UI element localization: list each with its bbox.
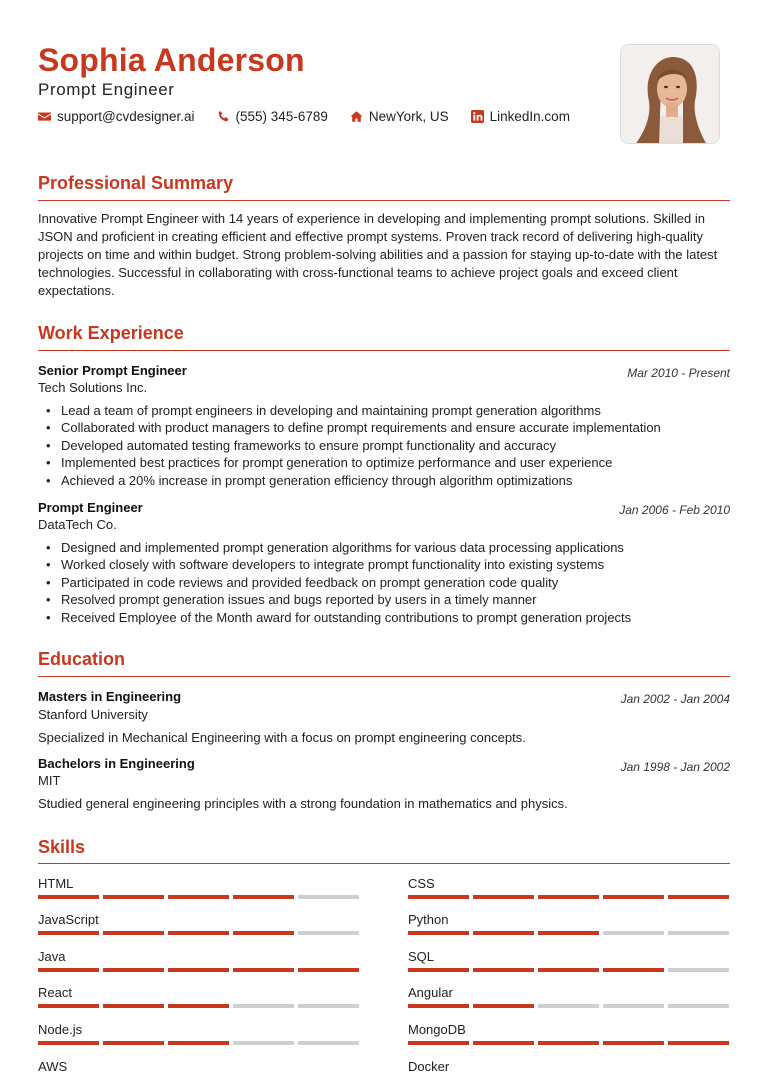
skill-segment-filled — [408, 895, 469, 899]
skill-segment-filled — [473, 1041, 534, 1045]
school-name: Stanford University — [38, 707, 148, 722]
degree-dates: Jan 1998 - Jan 2002 — [620, 760, 730, 774]
job-title: Prompt Engineer — [38, 500, 143, 515]
skill-segment-empty — [668, 968, 729, 972]
skill-segment-empty — [233, 1041, 294, 1045]
skill-level-bar — [38, 895, 359, 899]
experience-divider — [38, 350, 730, 351]
skill-segment-filled — [103, 968, 164, 972]
skill-segment-filled — [408, 1041, 469, 1045]
skill-segment-empty — [298, 1041, 359, 1045]
skill-level-bar — [38, 968, 359, 972]
skill-item — [408, 1060, 729, 1078]
skill-segment-filled — [168, 1041, 229, 1045]
skill-segment-filled — [473, 895, 534, 899]
skills-heading: Skills — [38, 837, 86, 857]
skill-level-bar — [408, 968, 729, 972]
skill-segment-empty — [668, 1004, 729, 1008]
skill-item — [408, 950, 729, 972]
contact-linkedin[interactable] — [471, 109, 570, 124]
skill-segment-filled — [473, 968, 534, 972]
skill-name: React — [38, 985, 72, 1000]
skill-name: Docker — [408, 1059, 450, 1074]
list-item: • Resolved prompt generation issues and bugs reported by users in a timely manner — [44, 591, 724, 608]
skill-level-bar — [408, 1004, 729, 1008]
skill-segment-filled — [233, 931, 294, 935]
linkedin-text: LinkedIn.com — [489, 109, 570, 124]
skill-item — [38, 913, 359, 935]
skill-level-bar — [408, 931, 729, 935]
list-item: • Lead a team of prompt engineers in developing and maintaining prompt generation algorithms — [44, 402, 724, 419]
contact-phone[interactable] — [217, 109, 328, 124]
skill-segment-empty — [298, 1004, 359, 1008]
skill-item — [38, 1023, 359, 1045]
candidate-name: Sophia Anderson — [38, 42, 305, 78]
email-text: support@cvdesigner.ai — [57, 109, 195, 124]
skill-level-bar — [38, 1041, 359, 1045]
skill-item — [408, 877, 729, 899]
contact-location — [350, 109, 449, 124]
skill-segment-empty — [668, 931, 729, 935]
skill-segment-filled — [168, 931, 229, 935]
skill-item — [38, 986, 359, 1008]
skill-name: Angular — [408, 985, 453, 1000]
skill-name: CSS — [408, 876, 435, 891]
home-icon — [350, 110, 363, 123]
list-item: • Developed automated testing frameworks to ensure prompt functionality and accuracy — [44, 437, 724, 454]
skill-segment-filled — [168, 1004, 229, 1008]
skill-segment-filled — [38, 931, 99, 935]
skill-item — [38, 1060, 359, 1078]
education-heading: Education — [38, 649, 126, 669]
skill-name: Node.js — [38, 1022, 83, 1037]
skill-segment-filled — [38, 1041, 99, 1045]
job-company: Tech Solutions Inc. — [38, 380, 148, 395]
linkedin-icon — [471, 110, 484, 123]
skill-segment-filled — [103, 1041, 164, 1045]
envelope-icon — [38, 110, 51, 123]
profile-photo — [620, 44, 720, 144]
skill-segment-filled — [38, 1004, 99, 1008]
skill-segment-filled — [103, 931, 164, 935]
summary-text: Innovative Prompt Engineer with 14 years of experience in developing and implementing prompt solutions. Skilled in JSON and proficient in creating efficient and effective prompt systems. Proven track record of delivering high-quality projects on time and within budget. Strong problem-solving abilities and a passion for staying up-to-date with the latest technologies. Successful in collaborating with cross-functional teams to achieve project goals and exceed client expectations. — [38, 211, 718, 298]
degree-description: Studied general engineering principles with a strong foundation in mathematics and physics. — [38, 796, 568, 811]
skill-item — [408, 1023, 729, 1045]
list-item: • Worked closely with software developers to integrate prompt functionality into existing systems — [44, 556, 724, 573]
skill-name: SQL — [408, 949, 435, 964]
skill-segment-filled — [298, 968, 359, 972]
list-item: • Collaborated with product managers to define prompt requirements and ensure accurate implementation — [44, 419, 724, 436]
contact-email[interactable] — [38, 109, 195, 124]
list-item: • Implemented best practices for prompt generation to optimize performance and user experience — [44, 454, 724, 471]
degree-description: Specialized in Mechanical Engineering with a focus on prompt engineering concepts. — [38, 730, 526, 745]
phone-text: (555) 345-6789 — [235, 109, 328, 124]
skill-level-bar — [38, 1004, 359, 1008]
summary-heading: Professional Summary — [38, 173, 234, 193]
skill-segment-filled — [233, 968, 294, 972]
skill-segment-filled — [168, 895, 229, 899]
skill-segment-empty — [538, 1004, 599, 1008]
skill-segment-empty — [298, 895, 359, 899]
location-text: NewYork, US — [368, 109, 449, 124]
skill-item — [38, 950, 359, 972]
job-title: Senior Prompt Engineer — [38, 363, 187, 378]
summary-divider — [38, 200, 730, 201]
skill-segment-filled — [538, 1041, 599, 1045]
contact-row — [38, 109, 570, 124]
skill-segment-filled — [103, 895, 164, 899]
skill-name: MongoDB — [408, 1022, 466, 1037]
job-dates: Jan 2006 - Feb 2010 — [619, 503, 730, 517]
skill-level-bar — [408, 895, 729, 899]
skill-segment-filled — [668, 895, 729, 899]
experience-heading: Work Experience — [38, 323, 184, 343]
skill-segment-filled — [538, 968, 599, 972]
skill-name: Java — [38, 949, 66, 964]
skill-segment-filled — [38, 895, 99, 899]
skill-segment-filled — [408, 1004, 469, 1008]
degree-dates: Jan 2002 - Jan 2004 — [620, 692, 730, 706]
skill-segment-empty — [603, 1004, 664, 1008]
skill-segment-filled — [233, 895, 294, 899]
skill-level-bar — [38, 931, 359, 935]
skill-segment-filled — [603, 1041, 664, 1045]
skill-segment-filled — [473, 931, 534, 935]
phone-icon — [217, 110, 230, 123]
list-item: • Designed and implemented prompt generation algorithms for various data processing applications — [44, 539, 724, 556]
degree-title: Masters in Engineering — [38, 689, 182, 704]
list-item: • Received Employee of the Month award for outstanding contributions to prompt generation projects — [44, 609, 724, 626]
skill-segment-filled — [603, 968, 664, 972]
degree-title: Bachelors in Engineering — [38, 756, 195, 771]
skill-segment-empty — [233, 1004, 294, 1008]
skills-divider — [38, 863, 730, 864]
list-item: • Participated in code reviews and provided feedback on prompt generation code quality — [44, 574, 724, 591]
job-company: DataTech Co. — [38, 517, 117, 532]
skill-name: AWS — [38, 1059, 68, 1074]
job-dates: Mar 2010 - Present — [627, 366, 730, 380]
skill-segment-filled — [538, 895, 599, 899]
skill-level-bar — [408, 1041, 729, 1045]
skill-segment-filled — [103, 1004, 164, 1008]
candidate-role: Prompt Engineer — [38, 80, 175, 99]
skill-segment-filled — [408, 931, 469, 935]
skill-segment-filled — [473, 1004, 534, 1008]
skill-name: Python — [408, 912, 449, 927]
skill-segment-filled — [603, 895, 664, 899]
skill-item — [408, 913, 729, 935]
education-divider — [38, 676, 730, 677]
skill-segment-filled — [668, 1041, 729, 1045]
skill-segment-filled — [168, 968, 229, 972]
skill-item — [408, 986, 729, 1008]
skill-segment-filled — [538, 931, 599, 935]
skill-name: JavaScript — [38, 912, 99, 927]
skill-segment-filled — [408, 968, 469, 972]
skill-segment-empty — [603, 931, 664, 935]
skill-segment-filled — [38, 968, 99, 972]
skill-segment-empty — [298, 931, 359, 935]
school-name: MIT — [38, 773, 61, 788]
job-bullets — [44, 539, 724, 626]
list-item: • Achieved a 20% increase in prompt generation efficiency through algorithm optimizations — [44, 472, 724, 489]
skill-name: HTML — [38, 876, 74, 891]
skill-item — [38, 877, 359, 899]
job-bullets — [44, 402, 724, 489]
